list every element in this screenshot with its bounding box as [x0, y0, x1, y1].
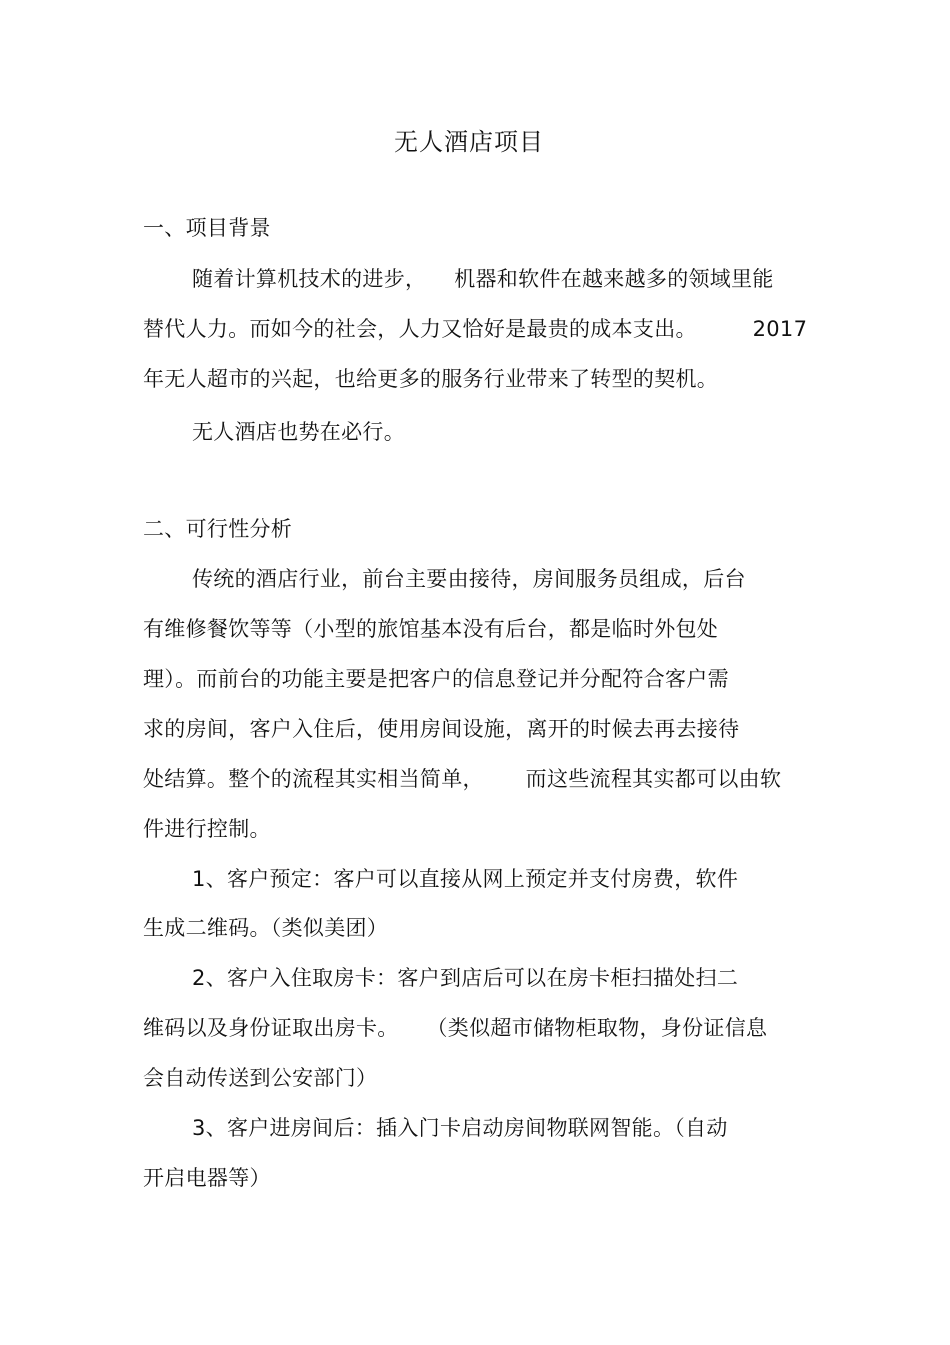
paragraph-line: 有维修餐饮等等（小型的旅馆基本没有后台，都是临时外包处 — [143, 617, 719, 641]
list-item-line: 开启电器等） — [143, 1166, 271, 1190]
paragraph-line: 求的房间，客户入住后，使用房间设施，离开的时候去再去接待 — [143, 717, 740, 741]
section-heading-background: 一、项目背景 — [143, 216, 271, 240]
paragraph-line: 理）。而前台的功能主要是把客户的信息登记并分配符合客户需 — [143, 667, 729, 691]
paragraph-line: 年无人超市的兴起，也给更多的服务行业带来了转型的契机。 — [143, 367, 719, 391]
section-heading-feasibility: 二、可行性分析 — [143, 517, 293, 541]
paragraph-line: 替代人力。而如今的社会，人力又恰好是最贵的成本支出。 2017 — [143, 317, 808, 341]
document-title: 无人酒店项目 — [394, 128, 544, 156]
paragraph-line: 件进行控制。 — [143, 817, 271, 841]
list-item-line: 3、客户进房间后：插入门卡启动房间物联网智能。（自动 — [192, 1116, 728, 1140]
list-item-line: 会自动传送到公安部门） — [143, 1066, 378, 1090]
list-item-line: 2、客户入住取房卡：客户到店后可以在房卡柜扫描处扫二 — [192, 966, 739, 990]
list-item-line: 1、客户预定：客户可以直接从网上预定并支付房费，软件 — [192, 867, 739, 891]
paragraph-line: 传统的酒店行业，前台主要由接待，房间服务员组成，后台 — [192, 567, 746, 591]
paragraph-line: 随着计算机技术的进步， 机器和软件在越来越多的领域里能 — [192, 267, 774, 291]
list-item-line: 生成二维码。（类似美团） — [143, 916, 389, 940]
paragraph-line: 处结算。整个的流程其实相当简单， 而这些流程其实都可以由软 — [143, 767, 782, 791]
paragraph-line: 无人酒店也势在必行。 — [192, 420, 405, 444]
list-item-line: 维码以及身份证取出房卡。 （类似超市储物柜取物，身份证信息 — [143, 1016, 768, 1040]
